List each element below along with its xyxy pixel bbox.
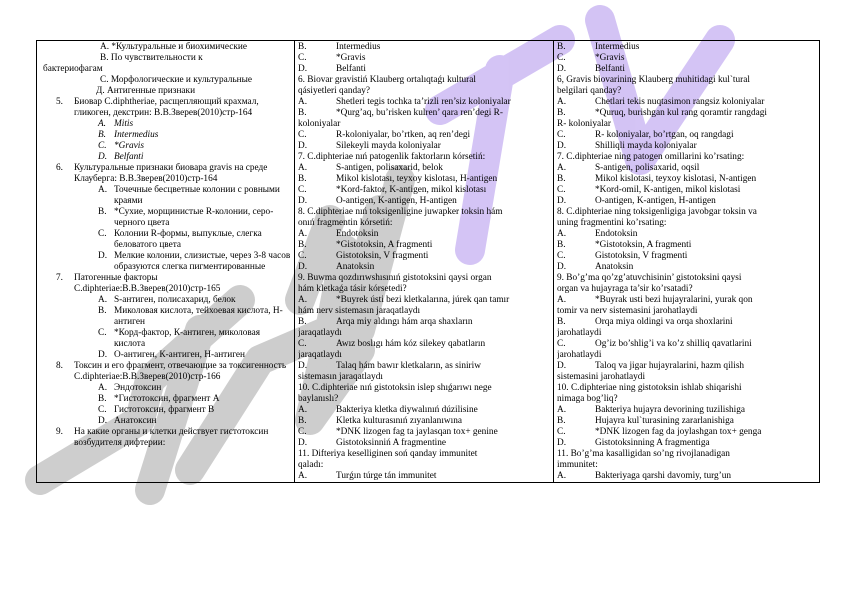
option-key: A. — [298, 471, 308, 481]
text-line: koloniyalar — [298, 119, 341, 129]
option-line — [298, 251, 550, 262]
text-line: A. *Культуральные и биохимические — [100, 42, 247, 52]
option-text: *Kord-omil, K-antigen, mikol kislotasi — [595, 185, 741, 195]
question-8 — [40, 361, 291, 383]
option-line — [557, 262, 816, 273]
option-text: S-antigen, polisaxarid, oqsil — [595, 163, 700, 173]
option-text: Гистотоксин, фрагмент В — [114, 405, 215, 415]
option-line — [557, 97, 816, 108]
option-line — [298, 427, 550, 438]
option-key: B. — [298, 108, 307, 118]
option-text: Gistotoksinniń A fragmentine — [336, 438, 447, 448]
option-line — [298, 108, 550, 119]
option-text: Колонии R-формы, выпуклые, слегка беловатого цвета — [114, 229, 262, 250]
option-key: A. — [557, 471, 567, 481]
option-key: D. — [298, 438, 308, 448]
question-number: 6. — [56, 163, 63, 173]
question-text: Токсин и его фрагмент, отвечающие за токсигенность С.diphteriae:В.В.Зверев(2010)стр-166 — [74, 361, 287, 382]
option-text: Endotoksin — [595, 229, 638, 239]
option — [40, 416, 291, 427]
option-line — [298, 174, 550, 185]
text-line: бактериофагам — [43, 64, 103, 74]
option — [40, 405, 291, 416]
question-number: 5. — [56, 97, 63, 107]
option-key: B. — [98, 207, 107, 217]
option-line — [557, 416, 816, 427]
option-key: D. — [98, 251, 108, 261]
option-line — [298, 64, 550, 75]
option-text: Silekeyli mayda koloniyalar — [336, 141, 441, 151]
option-text: Kletka kulturasınıń zıyanlanıwına — [336, 416, 462, 426]
option-text: Belfanti — [595, 64, 625, 74]
option-line — [298, 339, 550, 350]
text-line: 10. C.diphteriae nıń gistotoksin islep shıǵarıwı nege — [298, 383, 492, 393]
option-text: Arqa miy aldıngı hám arqa shaxların — [336, 317, 473, 327]
option-key: D. — [298, 64, 308, 74]
option-key: C. — [298, 53, 307, 63]
option-text: *Quruq, burishgan kul rang qoramtir rangdagi — [595, 108, 767, 118]
option-line — [557, 240, 816, 251]
option-key: B. — [98, 306, 107, 316]
option-text: Bakteriyaga qarshi davomiy, turg’un — [595, 471, 732, 481]
question-7 — [40, 273, 291, 295]
document-page — [36, 40, 806, 550]
option-key: D. — [557, 196, 567, 206]
question-text: Патогенные факторы С.diphteriae:В.В.Зверев(2010)стр-165 — [74, 273, 221, 294]
option-text: Gistotoksin, V fragmenti — [595, 251, 688, 261]
option-line — [557, 141, 816, 152]
option — [40, 394, 291, 405]
option-key: C. — [298, 427, 307, 437]
option-line — [298, 361, 550, 372]
option-text: Turǵın túrge tán immunitet — [336, 471, 437, 481]
text-line: 10. C.diphteriae ning gistotoksin ishlab shiqarishi — [557, 383, 742, 393]
option-key: A. — [298, 97, 308, 107]
karakalpak-column — [295, 41, 554, 483]
option — [40, 229, 291, 251]
option-key: A. — [298, 295, 308, 305]
option-key: A. — [98, 383, 108, 393]
option — [40, 306, 291, 328]
option-text: R-koloniyalar, bo’rtken, aq ren’degi — [336, 130, 471, 140]
option-text: Анатоксин — [114, 416, 157, 426]
text-line: belgilari qanday? — [557, 86, 622, 96]
option-text: Orqa miya oldingi va orqa shoxlarini — [595, 317, 733, 327]
option-line — [557, 427, 816, 438]
text-line: tomir va nerv sistemasini jarohatlaydi — [557, 306, 698, 316]
text-line: hám nerv sistemasın jaraqatlaydı — [298, 306, 421, 316]
option-text: Mitis — [114, 119, 134, 129]
option-key: A. — [298, 405, 308, 415]
option-line — [298, 163, 550, 174]
option-line — [298, 53, 550, 64]
option-line — [298, 130, 550, 141]
text-line: sistemasın jaraqatlaydı — [298, 372, 383, 382]
option-text: *Gravis — [595, 53, 625, 63]
line-list — [298, 42, 550, 482]
option-key: B. — [557, 108, 566, 118]
option — [40, 383, 291, 394]
option-line — [557, 130, 816, 141]
text-line: B. По чувствительности к — [100, 53, 203, 63]
question-table — [36, 40, 820, 483]
option-text: Belfanti — [114, 152, 144, 162]
option-text: Gistotoksin, V fragmenti — [336, 251, 429, 261]
option-text: Bakteriya kletka diywalınıń dúzilisine — [336, 405, 478, 415]
option-line — [557, 405, 816, 416]
option-key: D. — [557, 438, 567, 448]
option-key: B. — [298, 42, 307, 52]
text-line: R- koloniyalar — [557, 119, 611, 129]
option-text: Эндотоксин — [114, 383, 162, 393]
text-line: 7. C.diphteriae ning patogen omillarini ko’rsating: — [557, 152, 745, 162]
option-text: Endotoksin — [336, 229, 379, 239]
option-line — [298, 438, 550, 449]
option-text: *DNK lizogen fag da joylashgan tox+ genga — [595, 427, 762, 437]
option-key: B. — [557, 317, 566, 327]
option-key: A. — [557, 405, 567, 415]
option-text: *Qurg’aq, bu’risken kulren’ qara ren’degi R- — [336, 108, 503, 118]
option-line — [557, 53, 816, 64]
text-line: 6, Gravis biovarining Klauberg muhitidagi kul`tural — [557, 75, 750, 85]
option-key: B. — [557, 174, 566, 184]
option-key: C. — [557, 251, 566, 261]
option-text: Shetleri tegis tochka ta’rizli ren’siz koloniyalar — [336, 97, 511, 107]
option — [40, 350, 291, 361]
option-key: A. — [98, 185, 108, 195]
option-text: *Гистотоксин, фрагмент А — [114, 394, 220, 404]
question-6 — [40, 163, 291, 185]
question-text: Культуральные признаки биовара gravis на среде Клауберга: В.В.Зверев(2010)стр-164 — [74, 163, 268, 184]
option-key: D. — [557, 361, 567, 371]
text-line: immunitet: — [557, 460, 598, 470]
option-line — [557, 317, 816, 328]
option-text: Миколовая кислота, тейхоевая кислота, Н-антиген — [114, 306, 283, 327]
option-key: D. — [298, 196, 308, 206]
option-line — [557, 163, 816, 174]
option-line — [298, 141, 550, 152]
option-text: S-antigen, polisaxarid, belok — [336, 163, 443, 173]
option-text: O-antigen, K-antigen, H-antigen — [595, 196, 716, 206]
option — [40, 152, 291, 163]
text-line: 11. Bo’g’ma kasalligidan so’ng rivojlanadigan — [557, 449, 730, 459]
option-key: D. — [298, 361, 308, 371]
option-text: Bakteriya hujayra devorining tuzilishiga — [595, 405, 745, 415]
option-text: *Gravis — [336, 53, 366, 63]
russian-column — [37, 41, 295, 483]
option-text: Taloq va jigar hujayralarini, hazm qilish — [595, 361, 745, 371]
option-key: C. — [557, 339, 566, 349]
option-text: Anatoksin — [336, 262, 375, 272]
text-line: 9. Buwma qozdırıwshısınıń gistotoksini qaysi organ — [298, 273, 492, 283]
option-line — [557, 438, 816, 449]
option-line — [298, 471, 550, 482]
option-line — [298, 295, 550, 306]
option-text: Talaq hám bawır kletkaların, as siniriw — [336, 361, 481, 371]
text-line: jarohatlaydi — [557, 328, 602, 338]
option-key: D. — [98, 152, 108, 162]
option-key: C. — [298, 185, 307, 195]
option-text: Mikol kislotasi, teyxoy kislotasi, N-antigen — [595, 174, 757, 184]
option-line — [298, 405, 550, 416]
text-line: 8. C.diphteriae nıń toksigenligine juwapker toksin hám — [298, 207, 503, 217]
option-line — [298, 196, 550, 207]
option-text: *Gistotoksin, A fragmenti — [336, 240, 433, 250]
option-line — [298, 229, 550, 240]
option-key: B. — [298, 240, 307, 250]
text-line: baylanıslı? — [298, 394, 339, 404]
option-text: Мелкие колонии, слизистые, через 3-8 часов образуются слегка пигментированные — [114, 251, 291, 272]
option-key: B. — [98, 394, 107, 404]
option-text: Awız boslıgı hám kóz silekey qabatların — [336, 339, 486, 349]
option-text: Intermedius — [336, 42, 381, 52]
line-list — [557, 42, 816, 482]
text-line: 9. Bo’g’ma qo’zg’atuvchisinin’ gistotoksini qaysi — [557, 273, 742, 283]
text-line: jaraqatlaydı — [298, 350, 342, 360]
option-key: A. — [557, 229, 567, 239]
text-line: 6. Biovar gravistiń Klauberg ortalıqtaǵı kultural — [298, 75, 476, 85]
option — [40, 185, 291, 207]
option-text: Og’iz bo’shlig’i va ko’z shilliq qavatlarini — [595, 339, 752, 349]
option-line — [298, 240, 550, 251]
option-key: D. — [557, 141, 567, 151]
option — [40, 141, 291, 152]
option-key: C. — [98, 141, 107, 151]
question-9 — [40, 427, 291, 449]
option-line — [557, 108, 816, 119]
option-key: B. — [98, 130, 107, 140]
option-key: D. — [298, 141, 308, 151]
option-key: B. — [298, 317, 307, 327]
option-line — [557, 196, 816, 207]
text-line: 11. Difteriya keselliginen soń qanday immunitet — [298, 449, 478, 459]
option — [40, 207, 291, 229]
question-5 — [40, 97, 291, 119]
option-text: Hujayra kul`turasining zararlanishiga — [595, 416, 734, 426]
option-key: A. — [557, 163, 567, 173]
option-text: Shilliqli mayda koloniyalar — [595, 141, 697, 151]
option — [40, 328, 291, 350]
option-key: C. — [98, 405, 107, 415]
option-text: Gistotoksinning A fragmentiga — [595, 438, 710, 448]
option-text: Chetlari tekis nuqtasimon rangsiz koloniyalar — [595, 97, 765, 107]
option-key: A. — [557, 97, 567, 107]
option — [40, 251, 291, 273]
option-line — [557, 174, 816, 185]
option-text: *Сухие, морщинистые R-колонии, серо-черного цвета — [114, 207, 274, 228]
text-line: 8. C.diphteriae ning toksigenligiga javobgar toksin va — [557, 207, 757, 217]
text-line: C. Морфологические и культуральные — [100, 75, 253, 85]
option — [40, 130, 291, 141]
option-key: D. — [557, 64, 567, 74]
option-line — [298, 262, 550, 273]
option-line — [557, 251, 816, 262]
option-text: *DNK lizogen fag ta jaylasqan tox+ genine — [336, 427, 498, 437]
text-line: Д. Антигенные признаки — [96, 86, 196, 96]
option-text: *Kord-faktor, K-antigen, mikol kislotası — [336, 185, 487, 195]
option-key: B. — [557, 42, 566, 52]
option-line — [298, 317, 550, 328]
option-key: A. — [557, 295, 567, 305]
question-number: 7. — [56, 273, 63, 283]
option-key: B. — [298, 174, 307, 184]
option-text: *Buyrak usti bezi hujayralarini, yurak qon — [595, 295, 753, 305]
option-key: C. — [98, 328, 107, 338]
option-key: A. — [98, 295, 108, 305]
option-key: D. — [98, 416, 108, 426]
option-text: R- koloniyalar, bo’rtgan, oq rangdagi — [595, 130, 734, 140]
option-text: *Gravis — [114, 141, 144, 151]
question-number: 8. — [56, 361, 63, 371]
option-line — [557, 42, 816, 53]
option-key: A. — [98, 119, 107, 129]
option-text: S-антиген, полисахарид, белок — [114, 295, 236, 305]
question-number: 9. — [56, 427, 63, 437]
text-line: jarohatlaydi — [557, 350, 602, 360]
option-text: Точечные бесцветные колонии с ровными краями — [114, 185, 280, 206]
option-key: C. — [557, 185, 566, 195]
option-text: Belfanti — [336, 64, 366, 74]
option-text: O-antigen, K-antigen, H-antigen — [336, 196, 457, 206]
option-key: D. — [557, 262, 567, 272]
option — [40, 119, 291, 130]
option-line — [557, 229, 816, 240]
option-key: C. — [557, 130, 566, 140]
option-line — [557, 295, 816, 306]
text-line: jaraqatlaydı — [298, 328, 342, 338]
option-key: B. — [557, 240, 566, 250]
option-text: *Buyrek ústi bezi kletkalarına, júrek qan tamır — [336, 295, 510, 305]
question-text: Биовар С.diphtheriae, расщепляющий крахмал, гликоген, декстрин: В.В.Зверев(2010)стр-164 — [74, 97, 259, 118]
uzbek-column — [554, 41, 820, 483]
option-key: A. — [298, 229, 308, 239]
option — [40, 295, 291, 306]
option-key: C. — [298, 130, 307, 140]
option-text: Intermedius — [595, 42, 640, 52]
option-text: Intermedius — [114, 130, 159, 140]
option-line — [557, 339, 816, 350]
text-line: organ va hujayraga ta’sir ko’rsatadi? — [557, 284, 693, 294]
option-key: C. — [557, 427, 566, 437]
option-text: Mikol kislotası, teyxoy kislotası, H-antigen — [336, 174, 498, 184]
text-line: qaladı: — [298, 460, 324, 470]
text-line: 7. C.diphteriae nıń patogenlik faktorların kórsetiń: — [298, 152, 486, 162]
option-text: О-антиген, К-антиген, Н-антиген — [114, 350, 246, 360]
option-key: C. — [298, 251, 307, 261]
question-text: На какие органы и клетки действует гистотоксин возбудителя дифтерии: — [74, 427, 269, 448]
option-key: B. — [557, 416, 566, 426]
option-line — [298, 416, 550, 427]
option-key: A. — [298, 163, 308, 173]
text-line: hám kletkaǵa tásir kórsetedi? — [298, 284, 407, 294]
text-line: uning fragmentini ko’rsating: — [557, 218, 667, 228]
option-line — [557, 471, 816, 482]
text-line: qásiyetleri qanday? — [298, 86, 371, 96]
option-line — [298, 42, 550, 53]
option-key: C. — [298, 339, 307, 349]
text-line: nimaga bog’liq? — [557, 394, 618, 404]
option-text: Anatoksin — [595, 262, 634, 272]
option-line — [298, 97, 550, 108]
option-line — [298, 185, 550, 196]
option-key: C. — [557, 53, 566, 63]
option-key: B. — [298, 416, 307, 426]
option-line — [557, 185, 816, 196]
option-key: D. — [98, 350, 108, 360]
option-key: D. — [298, 262, 308, 272]
text-line: onıń fragmentin kórsetiń: — [298, 218, 393, 228]
option-line — [557, 361, 816, 372]
option-key: C. — [98, 229, 107, 239]
option-text: *Gistotoksin, A fragmenti — [595, 240, 692, 250]
option-text: *Корд-фактор, К-антиген, миколовая кислота — [114, 328, 261, 349]
option-line — [557, 64, 816, 75]
text-line: sistemasini jarohatlaydi — [557, 372, 646, 382]
